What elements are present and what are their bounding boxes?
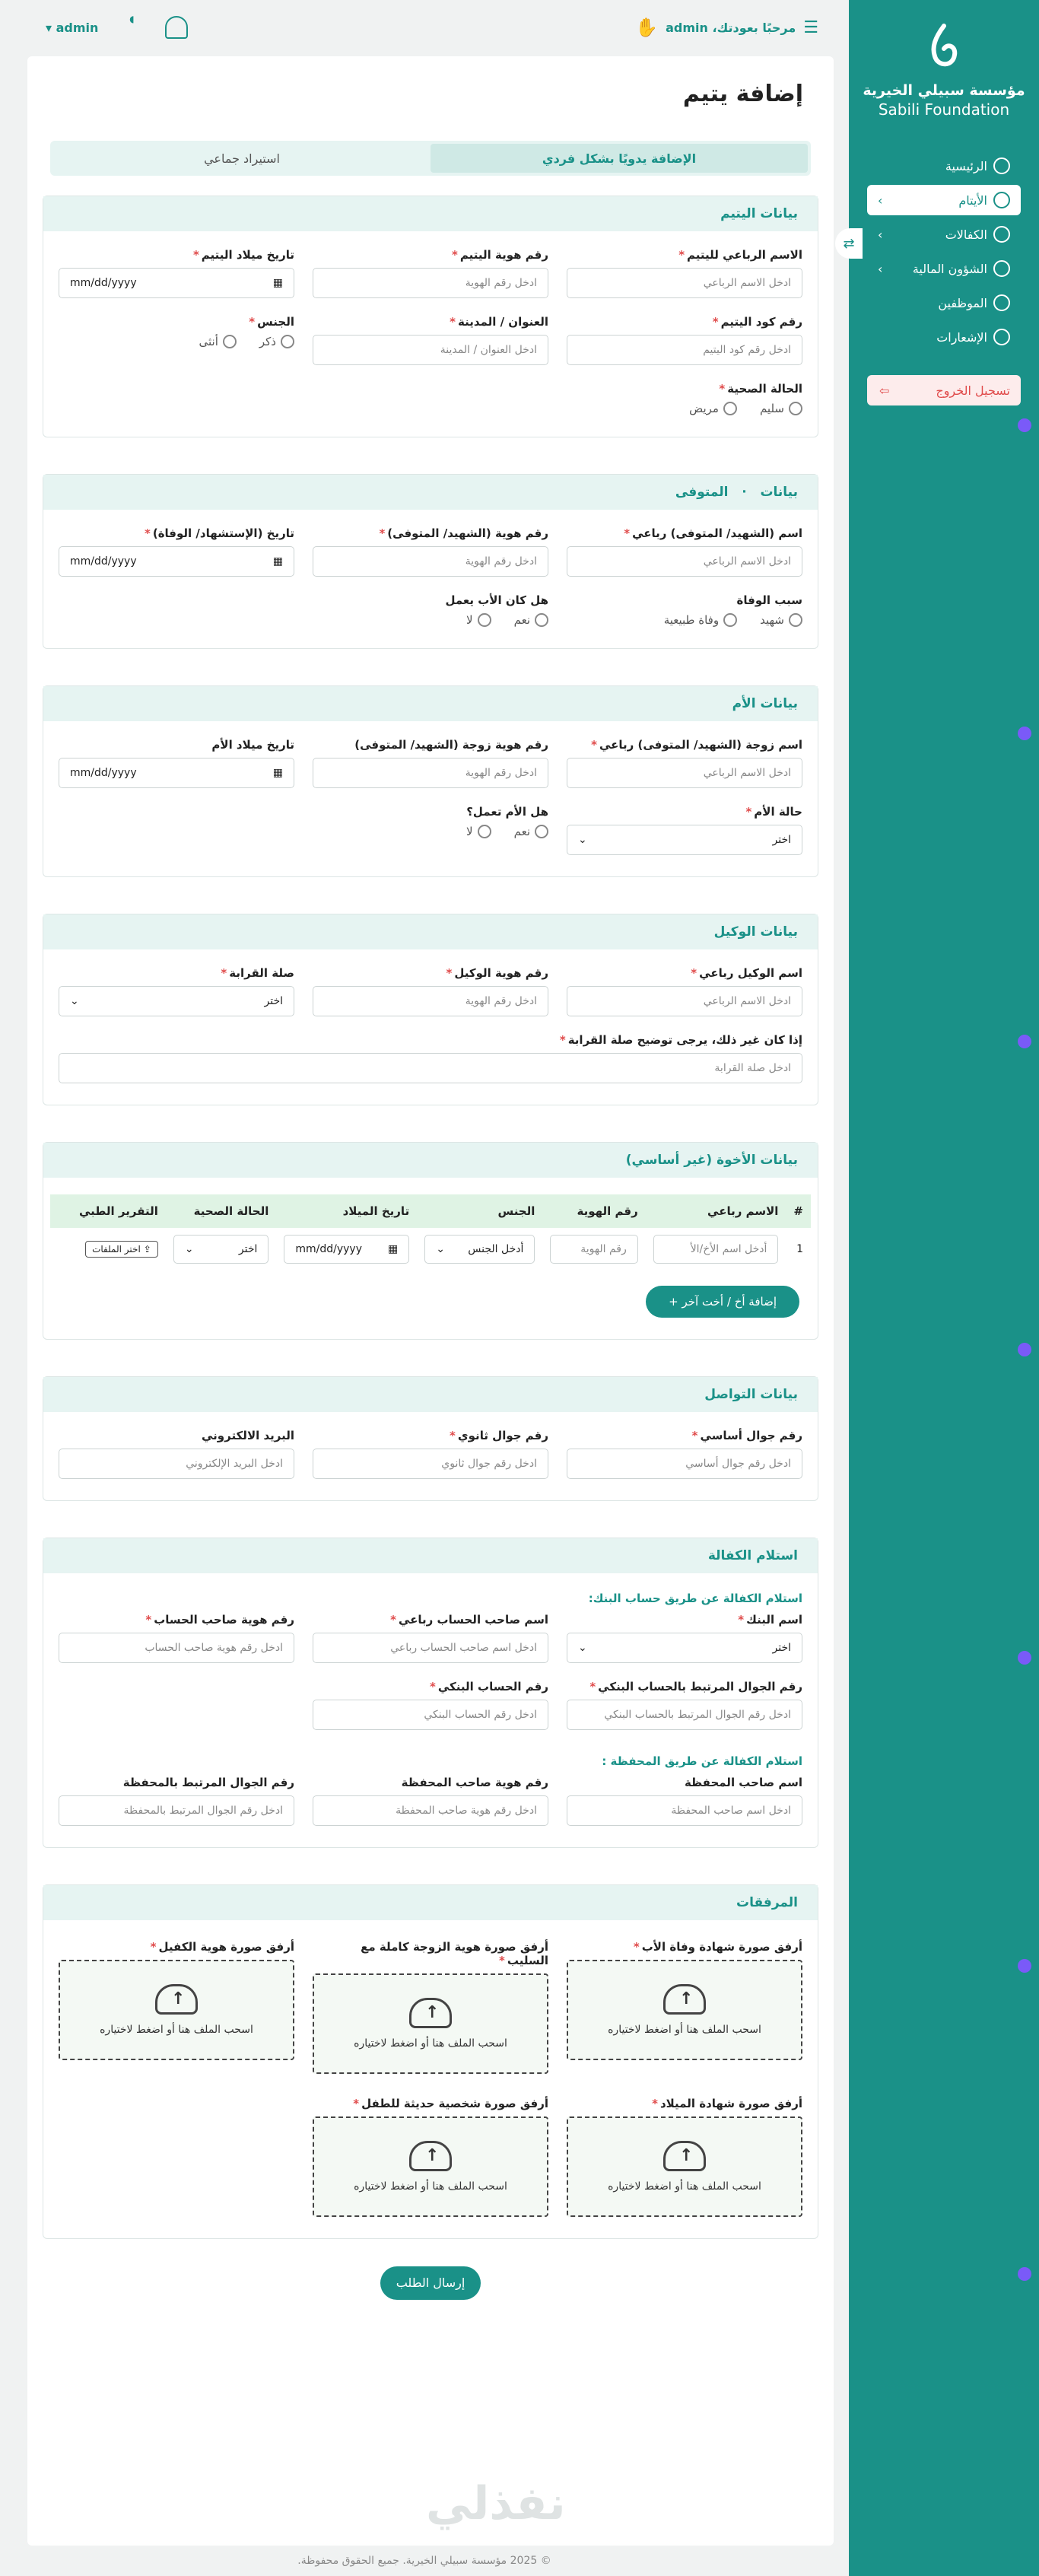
field-label: إذا كان غير ذلك، يرجى توضيح صلة القرابة [567, 1033, 802, 1047]
field-label: رقم هوية صاحب المحفظة [401, 1776, 548, 1789]
table-row [50, 1228, 811, 1271]
siblings-section [43, 1142, 818, 1340]
field-label: رقم هوية اليتيم [459, 248, 548, 262]
guardian-name-input[interactable]: ادخل الاسم الرباعي [567, 986, 802, 1016]
radio-label: لا [466, 825, 473, 838]
cause-martyr-radio[interactable] [760, 613, 802, 627]
sibling-id-input[interactable]: رقم الهوية [550, 1235, 637, 1264]
cloud-upload-icon [409, 1998, 452, 2028]
greeting-text: مرحبًا بعودتك، admin [666, 20, 796, 35]
chevron-down-icon: ⌄ [70, 995, 79, 1007]
section-title: بيانات الوكيل [43, 914, 818, 949]
sidebar-item-sponsorships[interactable] [867, 219, 1021, 250]
wave-icon: ✋ [635, 17, 659, 38]
field-label: أرفق صورة هوية الزوجة كاملة مع السليب [361, 1940, 548, 1967]
logo-icon [921, 21, 967, 75]
section-title: بيانات الأم [43, 686, 818, 721]
radio-label: نعم [513, 613, 530, 627]
account-holder-input[interactable]: ادخل اسم صاحب الحساب رباعي [313, 1633, 548, 1663]
wallet-id-input[interactable]: ادخل رقم هوية صاحب المحفظة [313, 1795, 548, 1826]
field-label: رقم كود اليتيم [720, 315, 802, 329]
cloud-upload-icon [155, 1984, 198, 2015]
radio-label: نعم [513, 825, 530, 838]
field-label: رقم هوية زوجة (الشهيد/ المتوفى) [354, 738, 548, 752]
primary-phone-input[interactable]: ادخل رقم جوال أساسي [567, 1449, 802, 1479]
greeting [635, 17, 796, 38]
sidebar-item-finance[interactable] [867, 253, 1021, 284]
bank-select[interactable] [567, 1633, 802, 1663]
field-label: أرفق صورة شهادة الميلاد [659, 2097, 802, 2110]
sidebar-item-label: الكفالات [945, 227, 987, 242]
sidebar-item-home[interactable] [867, 151, 1021, 181]
field-label: أرفق صورة هوية الكفيل [158, 1940, 294, 1954]
field-label: رقم جوال ثانوي [457, 1429, 548, 1442]
sidebar-item-label: الإشعارات [936, 329, 987, 345]
sibling-health-select[interactable] [173, 1235, 269, 1264]
date-text: mm/dd/yyyy [70, 555, 137, 568]
birth-certificate-upload[interactable] [567, 2116, 802, 2217]
orphan-address-input[interactable]: ادخل العنوان / المدينة [313, 335, 548, 365]
guardian-id-input[interactable]: ادخل رقم الهوية [313, 986, 548, 1016]
main-content [27, 56, 834, 2546]
date-text: mm/dd/yyyy [70, 277, 137, 289]
tab-bulk-import[interactable]: استيراد جماعي [204, 151, 280, 166]
mother-dob-input[interactable] [59, 758, 294, 788]
wallet-phone-input[interactable]: ادخل رقم الجوال المرتبط بالمحفظة [59, 1795, 294, 1826]
deceased-section: بيانات · المتوفى اسم (الشهيد/ المتوفى) رباعي* ادخل الاسم الرباعي رقم هوية (الشهيد/ المتوفى)* ادخل رقم الهوية تاريخ (الإستشهاد/ الوفاة)* mm/dd/yyyy ▦ سبب الوفاة شهيد وفاة طبيعية هل كان الأب يعمل نعم لا [43, 474, 818, 649]
father-death-upload[interactable] [567, 1960, 802, 2060]
file-label: اختر الملفات [92, 1244, 141, 1255]
radio-label: سليم [759, 402, 784, 415]
orphan-dob-input[interactable] [59, 268, 294, 298]
siblings-table [50, 1194, 811, 1271]
orphan-name-input[interactable]: ادخل الاسم الرباعي [567, 268, 802, 298]
child-photo-upload[interactable] [313, 2116, 548, 2217]
bell-icon [993, 329, 1010, 345]
attachments-section: المرفقات أرفق صورة شهادة وفاة الأب* ↑ اسحب الملف هنا أو اضغط لاختياره أرفق صورة هوية الزوجة كاملة مع السليب* ↑ اسحب الملف هنا أو اضغط لاختياره أرفق صورة هوية الكفيل* ↑ اسحب الملف هنا أو اضغط لاختياره أرفق صورة شهادة الميلاد* ↑ اسحب الملف هنا أو اضغط لاختياره أرفق صورة شخصية حديثة للطفل* ↑ اسحب الملف هنا أو اضغط لاختياره [43, 1884, 818, 2239]
mother-id-input[interactable]: ادخل رقم الهوية [313, 758, 548, 788]
chevron-icon: › [878, 261, 883, 276]
chevron-icon: › [878, 192, 883, 208]
field-label: رقم هوية صاحب الحساب [154, 1613, 294, 1627]
floating-widget-icon[interactable] [1018, 2267, 1031, 2281]
field-label: تاريخ ميلاد الأم [211, 738, 294, 752]
orphan-section: بيانات اليتيم الاسم الرباعي لليتيم* ادخل الاسم الرباعي رقم هوية اليتيم* ادخل رقم الهوية تاريخ ميلاد اليتيم* mm/dd/yyyy ▦ رقم كود اليتيم* ادخل رقم كود اليتيم العنوان / المدينة* ادخل العنوان / المدينة الجنس* ذكر أنثى الحالة الصحية* سليم مريض [43, 196, 818, 437]
health-healthy-radio[interactable] [760, 402, 802, 415]
field-label: اسم زوجة (الشهيد/ المتوفى) رباعي [599, 738, 802, 752]
field-label: صلة القرابة [229, 966, 294, 980]
handshake-icon [993, 226, 1010, 243]
upload-hint: اسحب الملف هنا أو اضغط لاختياره [354, 2037, 507, 2050]
chevron-down-icon: ⌄ [436, 1243, 445, 1255]
guardian-section: بيانات الوكيل اسم الوكيل رباعي* ادخل الاسم الرباعي رقم هوية الوكيل* ادخل رقم الهوية صلة القرابة* اختر ⌄ إذا كان غير ذلك، يرجى توضيح صلة القرابة* ادخل صلة القرابة [43, 914, 818, 1105]
floating-widget-icon[interactable] [1018, 1651, 1031, 1665]
field-label: هل الأم تعمل؟ [466, 805, 548, 819]
brand-arabic: مؤسسة سبيلي الخيرية [863, 82, 1025, 99]
sidebar-item-label: الرئيسية [945, 158, 987, 173]
sidebar-nav [849, 151, 1039, 352]
select-value: اختر [238, 1243, 258, 1255]
radio-label: وفاة طبيعية [663, 613, 720, 627]
wallet-subheading: استلام الكفالة عن طريق المحفظة : [602, 1754, 802, 1768]
cause-natural-radio[interactable] [664, 613, 737, 627]
sidebar-item-orphans[interactable] [867, 185, 1021, 215]
date-text: mm/dd/yyyy [295, 1243, 362, 1255]
field-label: سبب الوفاة [736, 593, 802, 607]
bank-phone-input[interactable]: ادخل رقم الجوال المرتبط بالحساب البنكي [567, 1700, 802, 1730]
sibling-name-input[interactable]: أدخل اسم الأخ/الأ [653, 1235, 779, 1264]
bank-subheading: استلام الكفالة عن طريق حساب البنك: [588, 1592, 802, 1605]
field-label: اسم الوكيل رباعي [699, 966, 802, 980]
home-icon [993, 157, 1010, 174]
upload-hint: اسحب الملف هنا أو اضغط لاختياره [354, 2180, 507, 2193]
floating-widget-icon[interactable] [1018, 418, 1031, 432]
sidebar-item-label: الأيتام [958, 192, 987, 208]
upload-icon: ⇪ [143, 1244, 151, 1255]
calendar-icon: ▦ [272, 767, 283, 779]
sibling-dob-input[interactable] [284, 1235, 409, 1264]
sidebar-item-notifications[interactable] [867, 322, 1021, 352]
field-label: رقم الحساب البنكي [437, 1680, 548, 1693]
orphan-id-input[interactable]: ادخل رقم الهوية [313, 268, 548, 298]
footer: © 2025 مؤسسة سبيلي الخيرية. جميع الحقوق محفوظة. [297, 2555, 551, 2567]
logout-label: تسجيل الخروج [936, 383, 1010, 398]
relation-other-input[interactable]: ادخل صلة القرابة [59, 1053, 802, 1083]
calendar-icon: ▦ [387, 1243, 399, 1255]
wife-id-upload[interactable] [313, 1973, 548, 2074]
choose-files-button[interactable] [85, 1241, 158, 1258]
field-label: تاريخ (الإستشهاد/ الوفاة) [152, 526, 294, 540]
wallet-owner-input[interactable]: ادخل اسم صاحب المحفظة [567, 1795, 802, 1826]
section-title: بيانات اليتيم [43, 196, 818, 231]
cloud-upload-icon [663, 1984, 706, 2015]
user-menu[interactable]: admin ▾ [46, 20, 99, 35]
sidebar-toggle-button[interactable]: ⇄ [835, 228, 863, 259]
field-label: رقم هوية (الشهيد/ المتوفى) [387, 526, 548, 540]
radio-label: لا [466, 613, 473, 627]
mother-works-no-radio[interactable] [466, 825, 491, 838]
radio-label: مريض [689, 402, 719, 415]
secondary-phone-input[interactable]: ادخل رقم جوال ثانوي [313, 1449, 548, 1479]
cloud-upload-icon [409, 2141, 452, 2171]
father-worked-no-radio[interactable] [466, 613, 491, 627]
mother-name-input[interactable]: ادخل الاسم الرباعي [567, 758, 802, 788]
upload-hint: اسحب الملف هنا أو اضغط لاختياره [608, 2024, 761, 2036]
chevron-down-icon: ⌄ [578, 1642, 587, 1654]
page-title: إضافة يتيم [682, 81, 803, 107]
user-name: admin [56, 20, 99, 35]
radio-label: شهيد [760, 613, 784, 627]
tab-manual[interactable]: الإضافة يدويًا بشكل فردي [431, 144, 808, 173]
upload-hint: اسحب الملف هنا أو اضغط لاختياره [100, 2024, 253, 2036]
field-label: حالة الأم [754, 805, 802, 819]
logout-button[interactable] [867, 375, 1021, 405]
cloud-upload-icon [663, 2141, 706, 2171]
field-label: اسم (الشهيد/ المتوفى) رباعي [632, 526, 802, 540]
section-title: بيانات · المتوفى [43, 475, 818, 510]
calendar-icon: ▦ [272, 555, 283, 568]
brand [849, 0, 1039, 119]
chevron-down-icon: ⌄ [578, 834, 587, 846]
notification-bell-icon[interactable] [165, 16, 188, 39]
field-label: اسم صاحب الحساب رباعي [398, 1613, 548, 1627]
deceased-date-input[interactable] [59, 546, 294, 577]
field-label: الاسم الرباعي لليتيم [687, 248, 802, 262]
gender-female-radio[interactable] [199, 335, 237, 348]
column-header: # [786, 1194, 811, 1228]
field-label: اسم صاحب المحفظة [684, 1776, 802, 1789]
field-label: الحالة الصحية [727, 382, 802, 396]
sponsor-id-upload[interactable] [59, 1960, 294, 2060]
floating-widget-icon[interactable] [1018, 1343, 1031, 1356]
section-title: استلام الكفالة [43, 1538, 818, 1573]
deceased-name-input[interactable]: ادخل الاسم الرباعي [567, 546, 802, 577]
tabs [50, 141, 811, 176]
gender-male-radio[interactable] [259, 335, 294, 348]
brand-english: Sabili Foundation [878, 100, 1010, 119]
field-label: رقم الجوال المرتبط بالمحفظة [122, 1776, 294, 1789]
column-header: تاريخ الميلاد [276, 1194, 417, 1228]
sidebar-item-staff[interactable] [867, 288, 1021, 318]
menu-icon[interactable]: ☰ [803, 17, 818, 37]
sidebar [849, 0, 1039, 2576]
staff-icon [993, 294, 1010, 311]
father-worked-yes-radio[interactable] [514, 613, 548, 627]
floating-widget-icon[interactable] [1018, 1959, 1031, 1973]
calendar-icon: ▦ [272, 277, 283, 289]
field-label: العنوان / المدينة [458, 315, 548, 329]
logout-icon: ⇦ [879, 383, 890, 398]
column-header: الحالة الصحية [166, 1194, 277, 1228]
watermark-logo: نفذلي [426, 2477, 566, 2530]
section-title-part: المتوفى [675, 485, 729, 500]
contact-section: بيانات التواصل رقم جوال أساسي* ادخل رقم جوال أساسي رقم جوال ثانوي* ادخل رقم جوال ثانوي البريد الالكتروني ادخل البريد الإلكتروني [43, 1376, 818, 1501]
floating-widget-icon[interactable] [1018, 1035, 1031, 1048]
health-sick-radio[interactable] [689, 402, 737, 415]
field-label: البريد الالكتروني [202, 1429, 294, 1442]
select-value: اختر [772, 834, 791, 846]
field-label: هل كان الأب يعمل [445, 593, 548, 607]
sponsorship-section: استلام الكفالة استلام الكفالة عن طريق حساب البنك: اسم البنك* اختر ⌄ اسم صاحب الحساب رباعي* ادخل اسم صاحب الحساب رباعي رقم هوية صاحب الحساب* ادخل رقم هوية صاحب الحساب رقم الجوال المرتبط بالحساب البنكي* ادخل رقم الجوال المرتبط بالحساب البنكي رقم الحساب البنكي* ادخل رقم الحساب البنكي استلام الكفالة عن طريق المحفظة : اسم صاحب المحفظة ادخل اسم صاحب المحفظة رقم هوية صاحب المحفظة ادخل رقم هوية صاحب المحفظة رقم الجوال المرتبط بالمحفظة ادخل رقم الجوال المرتبط بالمحفظة [43, 1538, 818, 1848]
column-header: الاسم رباعي [646, 1194, 786, 1228]
small-logo-icon: ◖ [129, 14, 135, 24]
field-label: تاريخ ميلاد اليتيم [201, 248, 294, 262]
mother-status-select[interactable] [567, 825, 802, 855]
email-input[interactable]: ادخل البريد الإلكتروني [59, 1449, 294, 1479]
orphan-code-input[interactable]: ادخل رقم كود اليتيم [567, 335, 802, 365]
field-label: الجنس [257, 315, 294, 329]
section-title: المرفقات [43, 1885, 818, 1920]
column-header: التقرير الطبي [50, 1194, 166, 1228]
mother-section: بيانات الأم اسم زوجة (الشهيد/ المتوفى) رباعي* ادخل الاسم الرباعي رقم هوية زوجة (الشهيد/ المتوفى) ادخل رقم الهوية تاريخ ميلاد الأم mm/dd/yyyy ▦ حالة الأم* اختر ⌄ هل الأم تعمل؟ نعم لا [43, 685, 818, 877]
section-title: بيانات التواصل [43, 1377, 818, 1412]
submit-button[interactable]: إرسال الطلب [380, 2266, 481, 2300]
date-text: mm/dd/yyyy [70, 767, 137, 779]
radio-label: أنثى [199, 335, 218, 348]
select-value: اختر [772, 1642, 791, 1654]
field-label: اسم البنك [746, 1613, 802, 1627]
upload-hint: اسحب الملف هنا أو اضغط لاختياره [608, 2180, 761, 2193]
floating-widget-icon[interactable] [1018, 727, 1031, 740]
column-header: رقم الهوية [542, 1194, 645, 1228]
sibling-gender-select[interactable] [424, 1235, 535, 1264]
section-title-part: بيانات [760, 485, 798, 500]
field-label: رقم الجوال المرتبط بالحساب البنكي [598, 1680, 802, 1693]
field-label: رقم جوال أساسي [700, 1429, 802, 1442]
sidebar-item-label: الموظفين [938, 295, 987, 310]
users-icon [993, 192, 1010, 208]
deceased-id-input[interactable]: ادخل رقم الهوية [313, 546, 548, 577]
account-holder-id-input[interactable]: ادخل رقم هوية صاحب الحساب [59, 1633, 294, 1663]
bank-account-input[interactable]: ادخل رقم الحساب البنكي [313, 1700, 548, 1730]
field-label: رقم هوية الوكيل [454, 966, 548, 980]
mother-works-yes-radio[interactable] [514, 825, 548, 838]
topbar [0, 0, 849, 55]
sidebar-item-label: الشؤون المالية [912, 261, 987, 276]
column-header: الجنس [417, 1194, 542, 1228]
select-value: أدخل الجنس [468, 1243, 524, 1255]
radio-label: ذكر [259, 335, 276, 348]
relation-select[interactable] [59, 986, 294, 1016]
field-label: أرفق صورة شخصية حديثة للطفل [361, 2097, 548, 2110]
chevron-icon: › [878, 227, 883, 242]
field-label: أرفق صورة شهادة وفاة الأب [641, 1940, 802, 1954]
row-number: 1 [796, 1243, 803, 1255]
select-value: اختر [264, 995, 283, 1007]
add-sibling-button[interactable]: إضافة أخ / أخت آخر + [646, 1286, 799, 1318]
money-icon [993, 260, 1010, 277]
chevron-down-icon: ⌄ [184, 1243, 194, 1255]
section-title: بيانات الأخوة (غير أساسي) [43, 1143, 818, 1178]
